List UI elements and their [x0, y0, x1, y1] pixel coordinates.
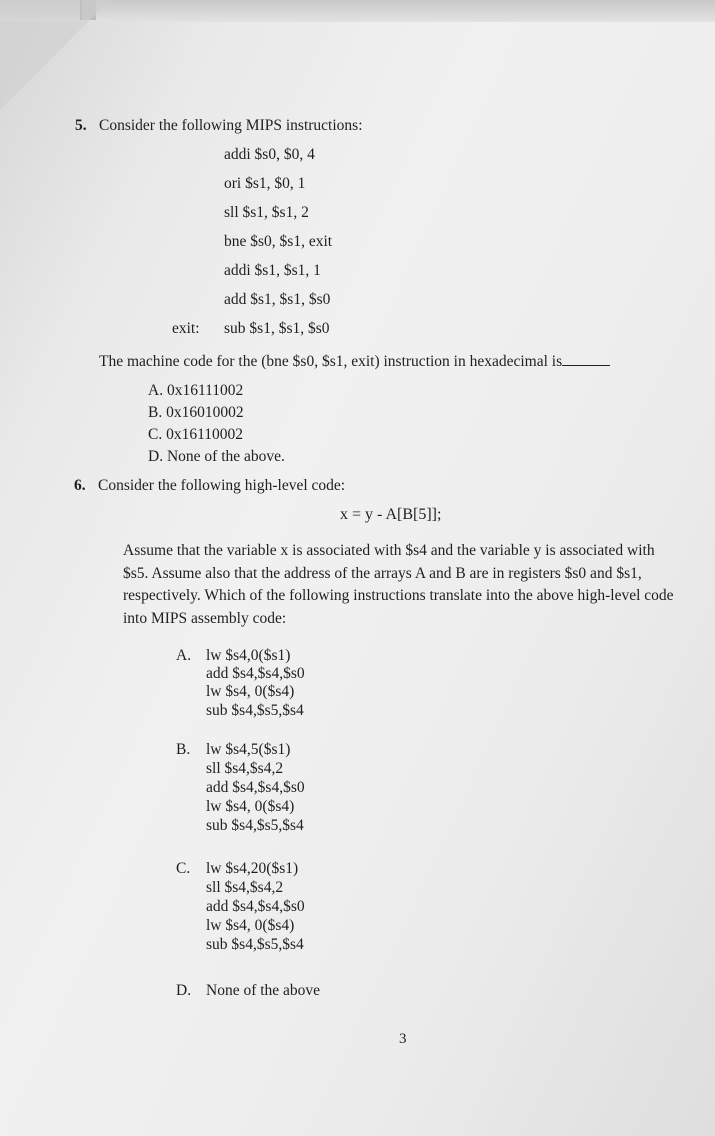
q5-option-a	[148, 382, 243, 400]
q6-option-c-line-5: sub $s4,$s5,$s4	[206, 936, 304, 953]
q6-option-a-letter: A.	[176, 647, 192, 664]
option-text: None of the above.	[166, 448, 285, 465]
q6-option-b-line-1: lw $s4,5($s1)	[206, 741, 291, 758]
q6-option-b-line-2: sll $s4,$s4,2	[206, 760, 284, 777]
q5-code-line-3: sll $s1, $s1, 2	[224, 204, 309, 221]
option-letter: A.	[148, 382, 164, 399]
option-text: 0x16111002	[166, 382, 244, 399]
q6-equation: x = y - A[B[5]];	[340, 506, 442, 523]
q5-code-label-exit: exit:	[172, 320, 200, 337]
q5-option-b	[148, 404, 244, 422]
q6-paragraph	[123, 540, 713, 630]
page-number: 3	[399, 1031, 407, 1047]
q6-paragraph-line-1: Assume that the variable x is associated with $s4 and the variable y is associated with	[123, 542, 655, 559]
q6-option-c-line-4: lw $s4, 0($s4)	[206, 917, 295, 934]
q6-option-a-line-2: add $s4,$s4,$s0	[206, 665, 305, 682]
q6-option-d-letter: D.	[176, 982, 192, 999]
q6-option-c-line-1: lw $s4,20($s1)	[206, 860, 299, 877]
q5-prompt: Consider the following MIPS instructions:	[99, 117, 363, 134]
q5-code-line-5: addi $s1, $s1, 1	[224, 262, 321, 279]
q6-option-a-line-4: sub $s4,$s5,$s4	[206, 702, 304, 719]
q5-code-line-4: bne $s0, $s1, exit	[224, 233, 333, 250]
answer-blank	[562, 352, 610, 366]
q6-number: 6.	[74, 477, 86, 494]
q6-paragraph-line-3: respectively. Which of the following instructions translate into the above high-level code	[123, 587, 674, 604]
option-text: 0x16110002	[166, 426, 244, 443]
option-letter: C.	[148, 426, 163, 443]
q6-option-b-line-5: sub $s4,$s5,$s4	[206, 817, 304, 834]
q5-question	[99, 352, 610, 371]
q5-code-line-6: add $s1, $s1, $s0	[224, 291, 331, 308]
q5-number: 5.	[75, 117, 87, 134]
q5-question-text: The machine code for the (bne $s0, $s1, exit) instruction in hexadecimal is	[99, 353, 563, 370]
q6-option-c-line-2: sll $s4,$s4,2	[206, 879, 284, 896]
page-shadow	[0, 0, 110, 110]
q5-code-line-1: addi $s0, $0, 4	[224, 146, 315, 163]
q5-option-c	[148, 426, 243, 444]
q5-code-line-7: sub $s1, $s1, $s0	[224, 320, 330, 337]
q6-option-a-line-1: lw $s4,0($s1)	[206, 647, 291, 664]
q6-prompt: Consider the following high-level code:	[98, 477, 346, 494]
q6-paragraph-line-2: $s5. Assume also that the address of the arrays A and B are in registers $s0 and $s1,	[123, 564, 642, 582]
q6-option-b-line-4: lw $s4, 0($s4)	[206, 798, 295, 815]
q6-option-b-line-3: add $s4,$s4,$s0	[206, 779, 305, 796]
q6-paragraph-line-4: into MIPS assembly code:	[123, 609, 287, 627]
option-letter: D.	[148, 448, 164, 465]
option-text: 0x16010002	[166, 404, 244, 421]
q6-option-d-line-1: None of the above	[206, 982, 321, 999]
q5-option-d	[148, 448, 285, 466]
q5-code-line-2: ori $s1, $0, 1	[224, 175, 306, 192]
q6-option-b-letter: B.	[176, 741, 191, 758]
q6-option-c-letter: C.	[176, 860, 191, 877]
q6-option-a-line-3: lw $s4, 0($s4)	[206, 683, 295, 700]
option-letter: B.	[148, 404, 163, 421]
q6-option-c-line-3: add $s4,$s4,$s0	[206, 898, 305, 915]
